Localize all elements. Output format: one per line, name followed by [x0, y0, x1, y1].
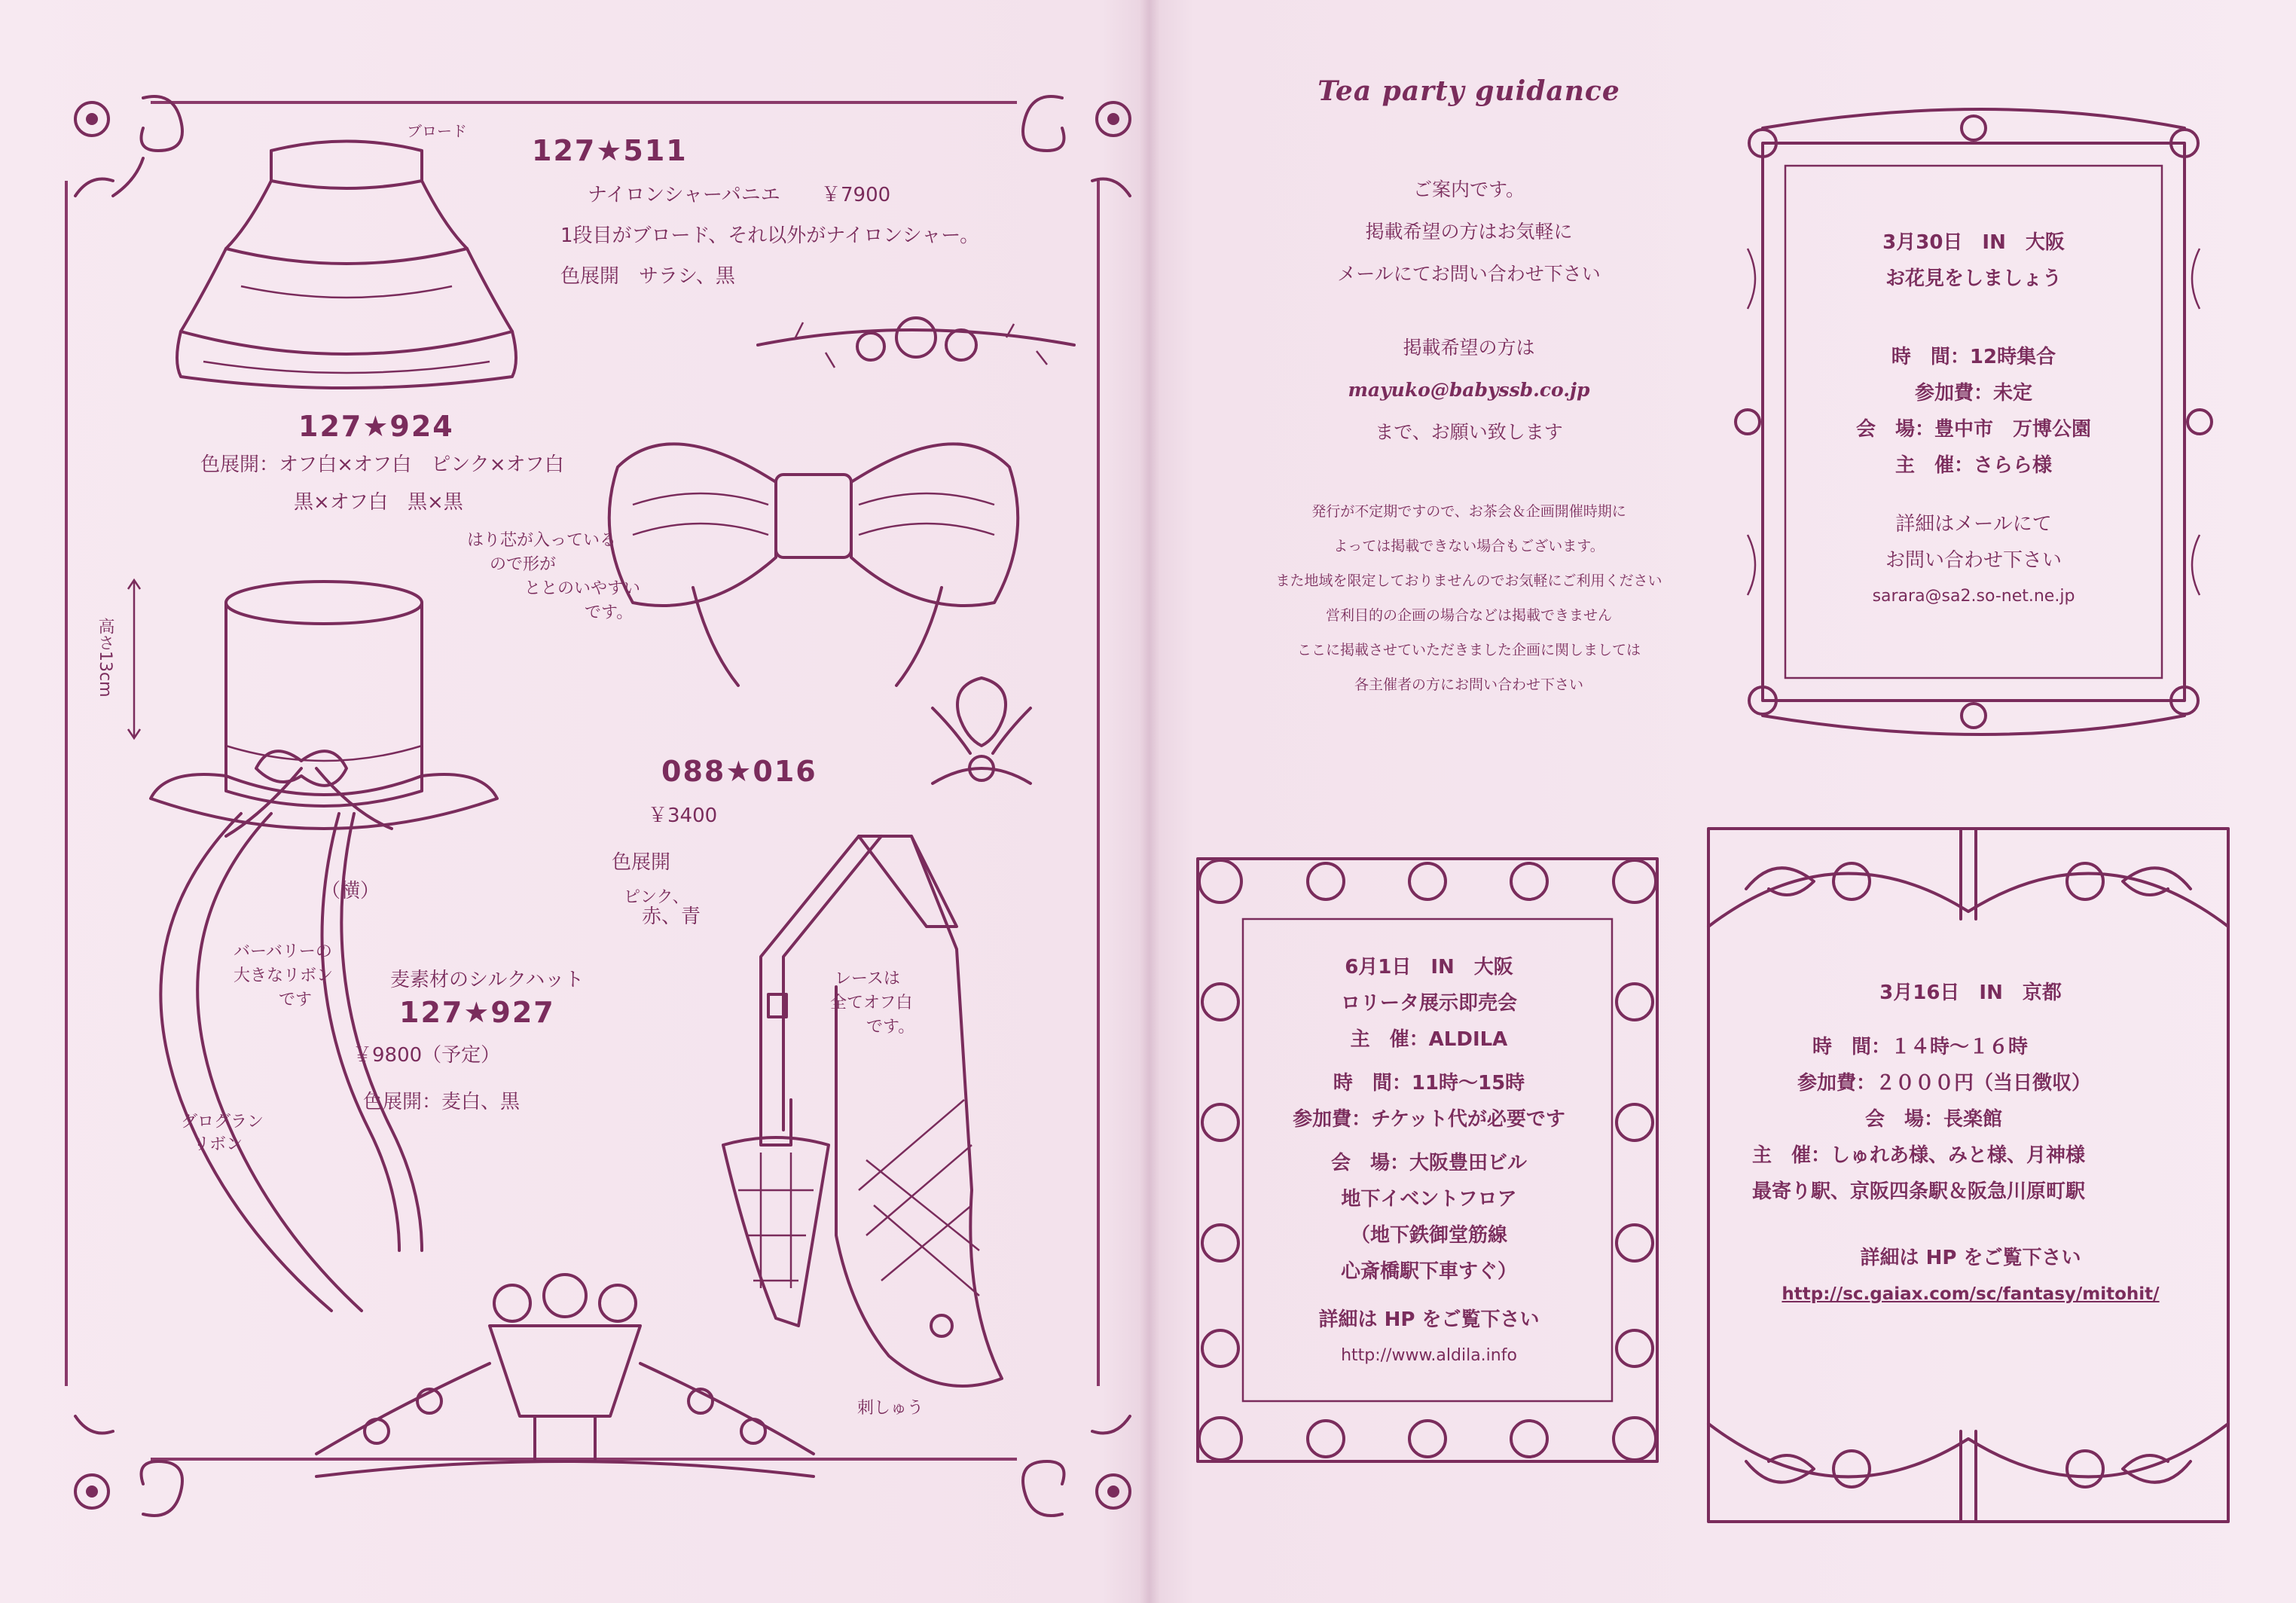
hanami-title: お花見をしましょう — [1885, 267, 2062, 290]
hanami-time: 時 間：12時集合 — [1891, 346, 2056, 368]
item1-price: ￥7900 — [821, 184, 891, 206]
contact-tail: まで、お願い致します — [1375, 421, 1563, 443]
corner-ornament-bottom-left — [53, 1394, 203, 1529]
lolita-sale-date: 6月1日 IN 大阪 — [1345, 956, 1513, 979]
notice-line: よっては掲載できない場合もございます。 — [1333, 538, 1604, 554]
kyoto-fee: 参加費：２０００円（当日徴収） — [1797, 1072, 2092, 1095]
item3-code: 127★927 — [399, 996, 555, 1029]
lolita-sale-fee: 参加費：チケット代が必要です — [1293, 1108, 1565, 1131]
item3-colors: 色展開：麦白、黒 — [363, 1091, 521, 1113]
lolita-sale-detail: 詳細は HP をご覧下さい — [1318, 1308, 1540, 1331]
hanami-event-box — [1793, 224, 2154, 615]
lolita-sale-access-line1: （地下鉄御堂筋線 — [1350, 1224, 1507, 1247]
kyoto-time: 時 間：１４時～１６時 — [1812, 1036, 2029, 1058]
kyoto-host: 主 催：しゅれあ様、みと様、月神様 — [1752, 1144, 2086, 1167]
item1-name: ナイロンシャーパニエ — [588, 184, 780, 206]
lolita-sale-host: 主 催：ALDILA — [1350, 1028, 1508, 1051]
notice-line: 営利目的の企画の場合などは掲載できません — [1325, 607, 1612, 624]
item4-colors-line1: ピンク、 — [624, 888, 689, 907]
frame-top-line — [151, 101, 1017, 104]
intro-line: メールにてお問い合わせ下さい — [1337, 263, 1601, 285]
item2-note-line2: ので形が — [490, 555, 557, 574]
hanami-date: 3月30日 IN 大阪 — [1882, 231, 2065, 254]
item2-colors-line2: 黒×オフ白 黒×黒 — [294, 491, 463, 514]
item4-code: 088★016 — [661, 755, 817, 788]
notice-line: ここに掲載させていただきました企画に関しましては — [1296, 642, 1641, 658]
hanami-email-link[interactable]: sarara@sa2.so-net.ne.jp — [1872, 587, 2075, 606]
intro-line: 掲載希望の方はお気軽に — [1365, 221, 1573, 243]
contact-email-link[interactable]: mayuko@babyssb.co.jp — [1348, 379, 1590, 401]
hanami-detail-line1: 詳細はメールにて — [1895, 513, 2052, 536]
item4-lace-line2: 全てオフ白 — [830, 994, 913, 1012]
hanami-fee: 参加費：未定 — [1914, 382, 2032, 405]
kyoto-station: 最寄り駅、京阪四条駅＆阪急川原町駅 — [1752, 1180, 2086, 1203]
item3-side-label: （横） — [321, 880, 380, 902]
corner-ornament-top-right — [1002, 83, 1153, 218]
item3-price: ￥9800（予定） — [353, 1044, 501, 1067]
rose-spray-decoration — [750, 300, 1082, 383]
contact-label: 掲載希望の方は — [1403, 337, 1535, 359]
item2-note-line4: です。 — [585, 603, 634, 622]
lolita-sale-access-line2: 心斎橋駅下車すぐ） — [1340, 1260, 1517, 1283]
corner-ornament-bottom-right — [1002, 1394, 1153, 1529]
petticoat-illustration — [173, 136, 527, 384]
notice-line: 各主催者の方にお問い合わせ下さい — [1354, 676, 1583, 693]
item4-price: ￥3400 — [648, 805, 718, 827]
kyoto-event-box — [1722, 975, 2219, 1312]
item3-burberry-line1: バーバリーの — [234, 942, 332, 961]
fleur-ornament — [917, 663, 1046, 798]
contact-block — [1273, 327, 1665, 453]
item1-callout: ブロード — [407, 122, 467, 140]
item2-colors-line1: 色展開：オフ白×オフ白 ピンク×オフ白 — [200, 453, 564, 476]
lolita-sale-event-box — [1244, 949, 1614, 1374]
lolita-sale-url-link[interactable]: http://www.aldila.info — [1341, 1346, 1517, 1365]
item1-code: 127★511 — [532, 134, 688, 167]
lolita-sale-title: ロリータ展示即売会 — [1340, 992, 1517, 1015]
lolita-sale-time: 時 間：11時～15時 — [1333, 1072, 1525, 1095]
item3-material: 麦素材のシルクハット — [390, 969, 585, 991]
kyoto-date: 3月16日 IN 京都 — [1879, 982, 2062, 1004]
hanami-host: 主 催：さらら様 — [1895, 454, 2052, 477]
item4-lace-line1: レースは — [835, 969, 900, 988]
frame-right-line — [1097, 181, 1100, 1386]
intro-line: ご案内です。 — [1412, 179, 1525, 200]
item3-ribbon-line1: グログラン — [181, 1113, 264, 1131]
item4-colors-line2: 赤、青 — [642, 905, 701, 928]
floral-urn-garland — [316, 1266, 814, 1484]
kyoto-detail: 詳細は HP をご覧下さい — [1860, 1247, 2081, 1269]
frame-left-line — [65, 181, 68, 1386]
lolita-sale-venue-line1: 会 場：大阪豊田ビル — [1330, 1152, 1527, 1174]
kyoto-url-link[interactable]: http://sc.gaiax.com/sc/fantasy/mitohit/ — [1782, 1284, 2160, 1304]
hanami-venue: 会 場：豊中市 万博公園 — [1855, 418, 2091, 441]
item4-embroidery: 刺しゅう — [857, 1399, 924, 1418]
tea-party-title: Tea party guidance — [1317, 75, 1620, 107]
notice-line: また地域を限定しておりませんのでお気軽にご利用ください — [1275, 572, 1662, 589]
item2-note-line1: はり芯が入っている — [467, 531, 617, 550]
notice-block — [1205, 494, 1733, 702]
bow-headband-illustration — [603, 392, 1024, 693]
lolita-sale-venue-line2: 地下イベントフロア — [1341, 1188, 1517, 1211]
item2-note-line3: ととのいやすい — [524, 579, 641, 598]
hanami-detail-line2: お問い合わせ下さい — [1885, 549, 2062, 572]
intro-block — [1273, 169, 1665, 295]
item1-desc: 1段目がブロード、それ以外がナイロンシャー。 — [560, 224, 980, 247]
kyoto-venue: 会 場：長楽館 — [1865, 1108, 2003, 1131]
right-page — [1160, 0, 2296, 1603]
item4-lace-line3: です。 — [866, 1018, 915, 1037]
item2-code: 127★924 — [298, 410, 454, 443]
item4-colors-title: 色展開 — [612, 851, 671, 874]
item3-burberry-line2: 大きなリボン — [234, 966, 334, 985]
item3-ribbon-line2: リボン — [193, 1135, 243, 1154]
notice-line: 発行が不定期ですので、お茶会＆企画開催時期に — [1311, 503, 1626, 520]
item1-colors: 色展開 サラシ、黒 — [560, 265, 735, 288]
item3-height-label: 高さ13cm — [96, 618, 114, 698]
item3-burberry-line3: です — [279, 991, 313, 1009]
book-gutter — [1139, 0, 1160, 1603]
